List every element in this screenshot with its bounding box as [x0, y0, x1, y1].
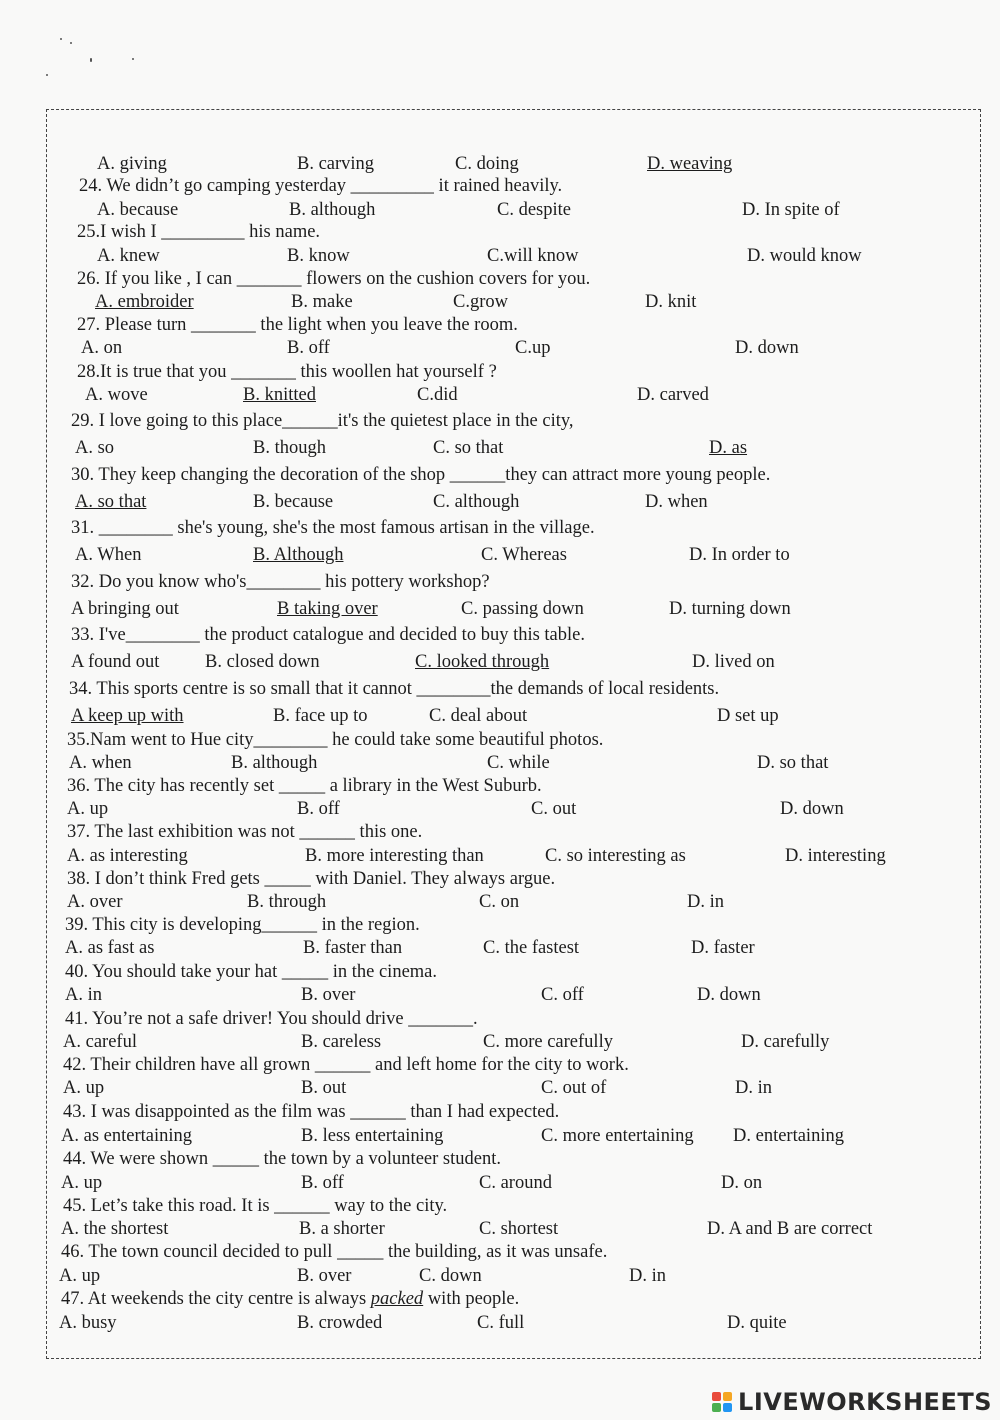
answer-option[interactable]: B taking over [277, 599, 378, 619]
answer-option[interactable]: C.will know [487, 246, 579, 266]
answer-option[interactable]: A. as interesting [67, 846, 188, 866]
answer-option[interactable]: B. faster than [303, 938, 403, 958]
answer-option[interactable]: B. a shorter [299, 1219, 385, 1239]
answer-options-row [47, 597, 967, 621]
answer-options-row [47, 936, 967, 960]
answer-option[interactable]: A. up [67, 799, 109, 819]
answer-option[interactable]: B. carving [297, 154, 375, 174]
question-text: 45. Let’s take this road. It is ______ way to the city. [63, 1196, 448, 1216]
answer-option[interactable]: C. down [419, 1266, 482, 1286]
question-text: 26. If you like , I can _______ flowers on the cushion covers for you. [77, 269, 591, 289]
liveworksheets-logo-icon [712, 1392, 732, 1412]
answer-option[interactable]: B. although [289, 200, 376, 220]
answer-option[interactable]: C. deal about [429, 706, 528, 726]
answer-option[interactable]: D. faster [691, 938, 755, 958]
answer-option[interactable]: A. up [61, 1173, 103, 1193]
answer-option[interactable]: B. though [253, 438, 326, 458]
liveworksheets-brand [712, 1388, 992, 1416]
question-text: 28.It is true that you _______ this woollen hat yourself ? [77, 362, 497, 382]
answer-option[interactable]: B. through [247, 892, 327, 912]
answer-options-row [47, 1124, 967, 1148]
answer-option[interactable]: D. In order to [689, 545, 790, 565]
question-text: 40. You should take your hat _____ in the cinema. [65, 962, 438, 982]
answer-options-row [47, 383, 967, 407]
answer-option[interactable]: D. in [629, 1266, 666, 1286]
question-text: 44. We were shown _____ the town by a volunteer student. [63, 1149, 501, 1169]
answer-options-row [47, 983, 967, 1007]
answer-option[interactable]: B. off [301, 1173, 344, 1193]
answer-option[interactable]: A bringing out [71, 599, 179, 619]
answer-option[interactable]: C. looked through [415, 652, 550, 672]
answer-options-row [47, 490, 967, 514]
answer-option[interactable]: A. knew [97, 246, 160, 266]
answer-option[interactable]: B. face up to [273, 706, 368, 726]
answer-option[interactable]: A. as entertaining [61, 1126, 192, 1146]
answer-options-row [47, 650, 967, 674]
answer-option[interactable]: B. careless [301, 1032, 382, 1052]
answer-option[interactable]: A. busy [59, 1313, 117, 1333]
answer-option[interactable]: D. A and B are correct [707, 1219, 873, 1239]
answer-option[interactable]: B. more interesting than [305, 846, 484, 866]
answer-option[interactable]: D. in [735, 1078, 772, 1098]
answer-options-row [47, 290, 967, 314]
question-text: 27. Please turn _______ the light when you leave the room. [77, 315, 518, 335]
question-text: 42. Their children have all grown ______ and left home for the city to work. [63, 1055, 629, 1075]
emphasized-word: packed [370, 1289, 424, 1309]
question-text: 38. I don’t think Fred gets _____ with Daniel. They always argue. [67, 869, 556, 889]
question-text: 47. At weekends the city centre is always packed with people. [61, 1289, 520, 1309]
answer-options-row [47, 1217, 967, 1241]
answer-option[interactable]: C. while [487, 753, 550, 773]
answer-option[interactable]: B. off [297, 799, 340, 819]
question-text: 33. I've________ the product catalogue and decided to buy this table. [71, 625, 585, 645]
answer-option[interactable]: D. so that [757, 753, 829, 773]
answer-option[interactable]: C.grow [453, 292, 508, 312]
answer-option[interactable]: D. would know [747, 246, 862, 266]
answer-option[interactable]: C.did [417, 385, 458, 405]
question-text: 29. I love going to this place______it's the quietest place in the city, [71, 411, 574, 431]
answer-option[interactable]: A. giving [97, 154, 167, 174]
answer-option[interactable]: D. lived on [692, 652, 775, 672]
answer-option[interactable]: C. around [479, 1173, 552, 1193]
answer-option[interactable]: D. In spite of [742, 200, 840, 220]
answer-options-row [47, 704, 967, 728]
answer-option[interactable]: C. despite [497, 200, 571, 220]
answer-options-row [47, 751, 967, 775]
answer-option[interactable]: B. make [291, 292, 353, 312]
answer-option[interactable]: C. off [541, 985, 584, 1005]
answer-option[interactable]: B. know [287, 246, 350, 266]
answer-option[interactable]: C. so interesting as [545, 846, 686, 866]
answer-option[interactable]: A. the shortest [61, 1219, 169, 1239]
answer-option[interactable]: D. on [721, 1173, 763, 1193]
worksheet-frame [46, 109, 981, 1359]
answer-option[interactable]: A. wove [85, 385, 148, 405]
answer-options-row [47, 890, 967, 914]
scan-specks [40, 30, 160, 90]
answer-option[interactable]: D. weaving [647, 154, 733, 174]
answer-option[interactable]: A. embroider [95, 292, 194, 312]
answer-options-row [47, 198, 967, 222]
question-text: 46. The town council decided to pull _____ the building, as it was unsafe. [61, 1242, 608, 1262]
answer-option[interactable]: B. over [297, 1266, 352, 1286]
answer-options-row [47, 336, 967, 360]
answer-option[interactable]: C. shortest [479, 1219, 559, 1239]
answer-option[interactable]: D. knit [645, 292, 697, 312]
answer-option[interactable]: A found out [71, 652, 160, 672]
answer-option[interactable]: C. Whereas [481, 545, 567, 565]
answer-option[interactable]: D. entertaining [733, 1126, 844, 1146]
answer-option[interactable]: C.up [515, 338, 551, 358]
answer-option[interactable]: A. over [67, 892, 123, 912]
answer-options-row [47, 152, 967, 176]
answer-option[interactable]: D. when [645, 492, 708, 512]
question-text: 24. We didn’t go camping yesterday _________ it rained heavily. [79, 176, 563, 196]
answer-option[interactable]: D. down [735, 338, 799, 358]
answer-option[interactable]: A. up [59, 1266, 101, 1286]
answer-option[interactable]: D. turning down [669, 599, 791, 619]
answer-options-row [47, 1311, 967, 1335]
answer-option[interactable]: A keep up with [71, 706, 184, 726]
answer-option[interactable]: D. down [780, 799, 844, 819]
question-text: 37. The last exhibition was not ______ this one. [67, 822, 423, 842]
answer-options-row [47, 844, 967, 868]
answer-option[interactable]: A. because [97, 200, 179, 220]
answer-option[interactable]: D. as [709, 438, 748, 458]
answer-option[interactable]: A. when [69, 753, 132, 773]
question-text: 41. You’re not a safe driver! You should drive _______. [65, 1009, 478, 1029]
question-text: 39. This city is developing______ in the region. [65, 915, 420, 935]
answer-options-row [47, 543, 967, 567]
answer-option[interactable]: A. up [63, 1078, 105, 1098]
question-text: 36. The city has recently set _____ a library in the West Suburb. [67, 776, 542, 796]
answer-option[interactable]: D set up [717, 706, 779, 726]
answer-option[interactable]: D. carefully [741, 1032, 830, 1052]
answer-option[interactable]: A. When [75, 545, 142, 565]
answer-option[interactable]: C. so that [433, 438, 504, 458]
answer-option[interactable]: B. because [253, 492, 334, 512]
question-text: 32. Do you know who's________ his pottery workshop? [71, 572, 490, 592]
answer-option[interactable]: D. in [687, 892, 724, 912]
question-text: 31. ________ she's young, she's the most famous artisan in the village. [71, 518, 595, 538]
answer-option[interactable]: A. so that [75, 492, 147, 512]
answer-options-row [47, 1076, 967, 1100]
answer-options-row [47, 1030, 967, 1054]
answer-options-row [47, 1264, 967, 1288]
answer-option[interactable]: C. on [479, 892, 520, 912]
answer-option[interactable]: B. knitted [243, 385, 316, 405]
answer-option[interactable]: D. down [697, 985, 761, 1005]
brand-name: LIVEWORKSHEETS [738, 1388, 992, 1416]
answer-option[interactable]: B. crowded [297, 1313, 383, 1333]
answer-option[interactable]: A. so [75, 438, 115, 458]
answer-option[interactable]: D. quite [727, 1313, 787, 1333]
answer-option[interactable]: B. over [301, 985, 356, 1005]
answer-option[interactable]: C. more entertaining [541, 1126, 694, 1146]
answer-options-row [47, 797, 967, 821]
question-text: 30. They keep changing the decoration of the shop ______they can attract more young people. [71, 465, 771, 485]
answer-option[interactable]: C. the fastest [483, 938, 580, 958]
answer-option[interactable]: A. on [81, 338, 123, 358]
answer-option[interactable]: B. off [287, 338, 330, 358]
answer-option[interactable]: B. out [301, 1078, 347, 1098]
answer-option[interactable]: D. carved [637, 385, 709, 405]
answer-options-row [47, 1171, 967, 1195]
answer-option[interactable]: C. although [433, 492, 520, 512]
question-text: 35.Nam went to Hue city________ he could take some beautiful photos. [67, 730, 604, 750]
answer-option[interactable]: B. closed down [205, 652, 320, 672]
question-text: 43. I was disappointed as the film was ______ than I had expected. [63, 1102, 560, 1122]
answer-option[interactable]: B. less entertaining [301, 1126, 444, 1146]
answer-option[interactable]: C. out [531, 799, 577, 819]
answer-option[interactable]: A. in [65, 985, 102, 1005]
answer-option[interactable]: C. full [477, 1313, 525, 1333]
answer-options-row [47, 436, 967, 460]
question-text: 34. This sports centre is so small that it cannot ________the demands of local residents. [69, 679, 720, 699]
answer-option[interactable]: C. more carefully [483, 1032, 613, 1052]
answer-option[interactable]: C. out of [541, 1078, 607, 1098]
answer-option[interactable]: C. doing [455, 154, 519, 174]
answer-option[interactable]: C. passing down [461, 599, 584, 619]
answer-option[interactable]: A. as fast as [65, 938, 155, 958]
answer-option[interactable]: B. Although [253, 545, 344, 565]
answer-option[interactable]: B. although [231, 753, 318, 773]
answer-option[interactable]: D. interesting [785, 846, 886, 866]
answer-options-row [47, 244, 967, 268]
question-text: 25.I wish I _________ his name. [77, 222, 321, 242]
answer-option[interactable]: A. careful [63, 1032, 137, 1052]
